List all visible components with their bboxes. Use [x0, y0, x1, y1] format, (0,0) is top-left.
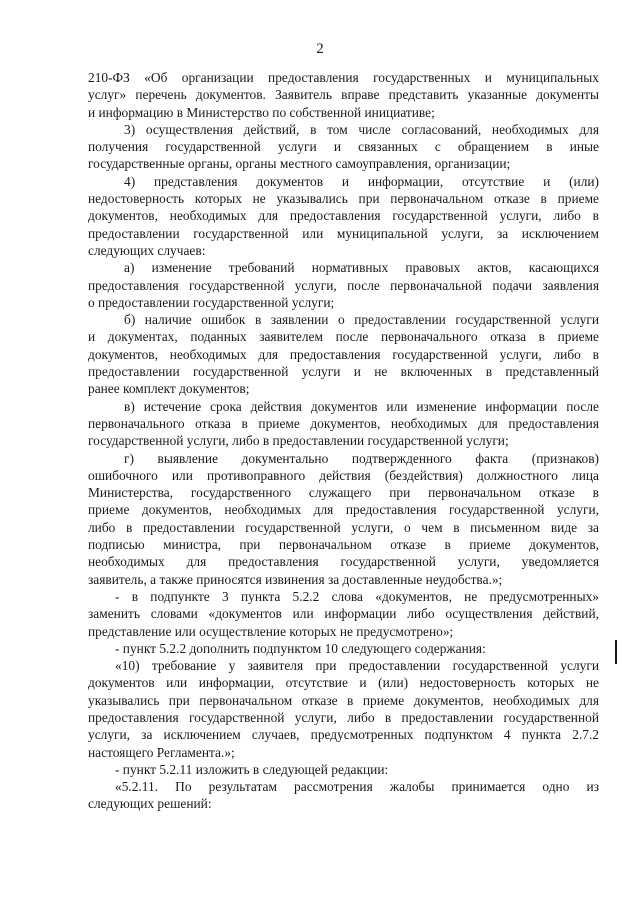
text-line: документов, необходимых для предоставления государственной услуги, либо в — [88, 208, 599, 224]
text-line: предоставления государственной услуги, после первоначальной подачи заявления — [88, 277, 599, 293]
text-line: необходимых для предоставления государственной услуги, уведомляется — [88, 554, 599, 570]
text-line: услуги, за исключением случаев, предусмотренных подпунктом 4 пункта 2.7.2 — [88, 727, 599, 743]
text-line: ранее комплект документов; — [88, 381, 250, 397]
text-line: - в подпункте 3 пункта 5.2.2 слова «документов, не предусмотренных» — [115, 588, 599, 604]
text-line: - пункт 5.2.2 дополнить подпунктом 10 следующего содержания: — [115, 640, 486, 656]
text-line: услуг» перечень документов. Заявитель вправе представить указанные документы — [88, 87, 599, 103]
text-line: «10) требование у заявителя при предоставлении государственной услуги — [115, 658, 599, 674]
text-line: указывались при первоначальном отказе в приеме документов, необходимых для — [88, 692, 599, 708]
text-line: получения государственной услуги и связанных с обращением в иные — [88, 139, 599, 155]
text-line: либо в предоставлении государственной услуги, о чем в письменном виде за — [88, 519, 599, 535]
text-line: следующих случаев: — [88, 242, 206, 258]
text-line: Министерства, государственного служащего при первоначальном отказе в — [88, 485, 599, 501]
text-line: и информацию в Министерство по собственной инициативе; — [88, 104, 435, 120]
text-line: в) истечение срока действия документов или изменение информации после — [124, 398, 599, 414]
text-line: настоящего Регламента.»; — [88, 744, 235, 760]
text-line: 210-ФЗ «Об организации предоставления государственных и муниципальных — [88, 70, 599, 85]
text-line: предоставления государственной услуги, либо в предоставлении государственной — [88, 709, 599, 725]
document-body — [88, 69, 599, 813]
text-line: первоначального отказа в приеме документов, необходимых для предоставления — [88, 415, 599, 431]
text-line: государственные органы, органы местного самоуправления, организации; — [88, 156, 511, 172]
text-line: документов или информации, отсутствие и (или) недостоверность которых не — [88, 675, 599, 691]
text-line: предоставлении государственной услуги и не включенных в представленный — [88, 364, 599, 380]
text-line: предоставлении государственной или муниципальной услуги, за исключением — [88, 225, 599, 241]
text-line: приеме документов, необходимых для предоставления государственной услуги, — [88, 502, 599, 518]
text-line: подписью министра, при первоначальном отказе в приеме документов, — [88, 537, 599, 553]
text-line: заявитель, а также приносятся извинения за доставленные неудобства.»; — [88, 571, 503, 587]
text-line: и документах, поданных заявителем после первоначального отказа в приеме — [88, 329, 599, 345]
text-line: а) изменение требований нормативных правовых актов, касающихся — [124, 260, 599, 276]
text-line: - пункт 5.2.11 изложить в следующей редакции: — [115, 761, 389, 777]
text-line: государственной услуги, либо в предоставлении государственной услуги; — [88, 433, 509, 449]
text-line: представление или осуществление которых не предусмотрено»; — [88, 623, 454, 639]
text-line: недостоверность которых не указывались при первоначальном отказе в приеме — [88, 191, 599, 207]
text-line: следующих решений: — [88, 796, 212, 812]
text-line: ошибочного или противоправного действия (бездействия) должностного лица — [88, 467, 599, 483]
text-line: 3) осуществления действий, в том числе согласований, необходимых для — [124, 121, 599, 137]
text-line: «5.2.11. По результатам рассмотрения жалобы принимается одно из — [115, 779, 599, 795]
text-line: о предоставлении государственной услуги; — [88, 294, 335, 310]
page-number: 2 — [316, 41, 324, 57]
text-line: б) наличие ошибок в заявлении о предоставлении государственной услуги — [124, 312, 599, 328]
margin-mark — [615, 640, 617, 664]
text-line: документов, необходимых для предоставления государственной услуги, либо в — [88, 346, 599, 362]
text-line: г) выявление документально подтвержденного факта (признаков) — [124, 450, 599, 466]
text-line: заменить словами «документов или информации либо осуществления действий, — [88, 606, 599, 622]
text-line: 4) представления документов и информации, отсутствие и (или) — [124, 173, 599, 189]
